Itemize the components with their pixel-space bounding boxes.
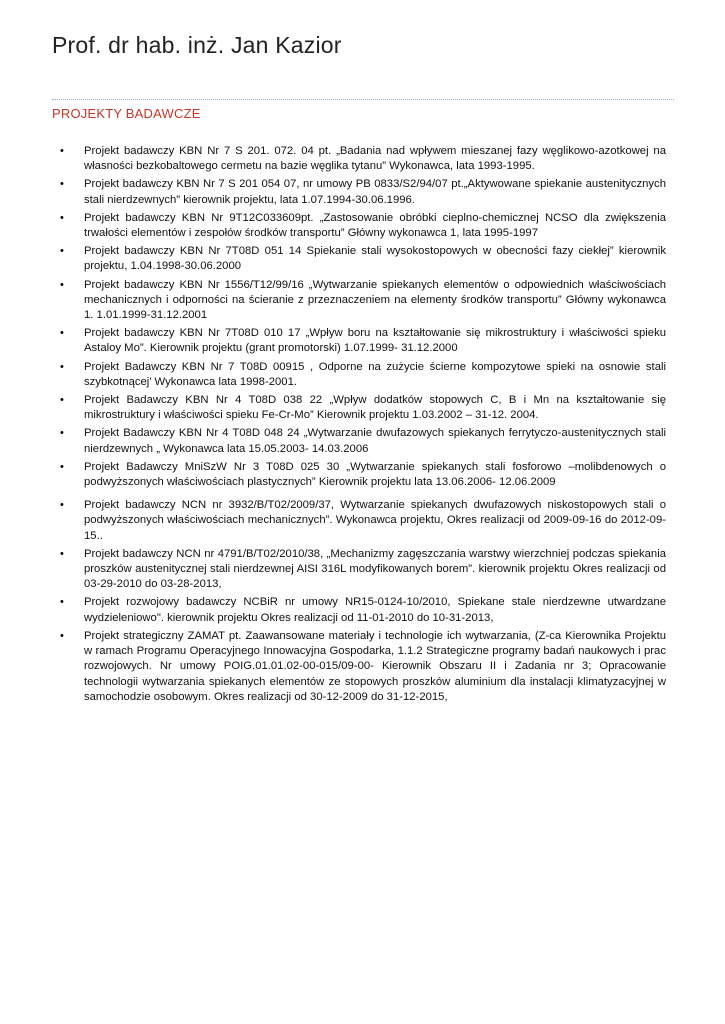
bullet-icon: • bbox=[60, 327, 64, 340]
list-item bbox=[60, 547, 666, 593]
project-text: Projekt strategiczny ZAMAT pt. Zaawansowane materiały i technologie ich wytwarzania, (Z-ca Kierownika Projektu w ramach Programu Operacyjnego Innowacyjna Gospodarka, 1.1.2 Strategiczne programy badań naukowych i prac rozwojowych. Nr umowy POIG.01.01.02-00-015/09-00- Kierownik Obszaru II i Zadania nr 3; Opracowanie technologii wytwarzania spiekanych elementów ze stopowych proszków aluminium dla instalacji klimatyzacyjnej w samochodzie osobowym. Okres realizacji od 30-12-2009 do 31-12-2015, bbox=[84, 629, 666, 703]
bullet-icon: • bbox=[60, 245, 64, 258]
list-item bbox=[60, 629, 666, 705]
list-item bbox=[60, 244, 666, 274]
bullet-icon: • bbox=[60, 278, 64, 291]
project-text: Projekt badawczy NCN nr 3932/B/T02/2009/37, Wytwarzanie spiekanych dwufazowych niskostopowych stali o podwyższonych właściwościach mechanicznych”. Wykonawca projektu, Okres realizacji od 2009-09-16 do 2012-09-15.. bbox=[84, 499, 666, 542]
bullet-icon: • bbox=[60, 145, 64, 157]
project-text: Projekt badawczy KBN Nr 1556/T12/99/16 „Wytwarzanie spiekanych elementów o odpowiednich właściwościach mechanicznych i odporności na ścieranie z przeznaczeniem na elementy środków transportu” Główny wykonawca 1. 1.01.1999-31.12.2001 bbox=[84, 278, 666, 322]
project-text: Projekt badawczy KBN Nr 9T12C033609pt. „Zastosowanie obróbki cieplno-chemicznej NCSO dla zwiększenia trwałości elementów i zespołów środków transportu” Główny wykonawca 1, lata 1995-1997 bbox=[84, 211, 666, 240]
project-text: Projekt badawczy KBN Nr 7T08D 051 14 Spiekanie stali wysokostopowych w obecności fazy ciekłej” kierownik projektu, 1.04.1998-30.06.2000 bbox=[84, 245, 666, 273]
project-text: Projekt rozwojowy badawczy NCBiR nr umowy NR15-0124-10/2010, Spiekane stale nierdzewne utwardzane wydzieleniowo". kierownik projektu Okres realizacji od 11-01-2010 do 10-31-2013, bbox=[84, 596, 666, 624]
list-item bbox=[60, 426, 666, 456]
bullet-icon: • bbox=[60, 427, 64, 440]
bullet-icon: • bbox=[60, 211, 64, 224]
list-item bbox=[60, 211, 666, 241]
bullet-icon: • bbox=[60, 460, 64, 473]
page-title: Prof. dr hab. inż. Jan Kazior bbox=[52, 32, 342, 58]
project-text: Projekt badawczy KBN Nr 7 S 201. 072. 04 pt. „Badania nad wpływem mieszanej fazy węglikowo-azotkowej na własności bezkobaltowego cermetu na bazie węglika tytanu” Wykonawca, lata 1993-1995. bbox=[84, 145, 666, 173]
list-item bbox=[60, 595, 666, 625]
project-text: Projekt Badawczy MniSzW Nr 3 T08D 025 30 „Wytwarzanie spiekanych stali fosforowo –molibdenowych o podwyższonych właściwościach plastycznych” Kierownik projektu lata 13.06.2006- 12.06.2009 bbox=[84, 460, 666, 489]
list-item bbox=[60, 360, 666, 390]
list-item bbox=[60, 393, 666, 423]
project-text: Projekt badawczy KBN Nr 7T08D 010 17 „Wpływ boru na kształtowanie się mikrostruktury i właściwości spieku Astaloy Mo”. Kierownik projektu (grant promotorski) 1.07.1999- 31.12.2000 bbox=[84, 327, 666, 355]
project-list bbox=[60, 144, 666, 708]
bullet-icon: • bbox=[60, 178, 64, 191]
list-item bbox=[60, 177, 666, 207]
bullet-icon: • bbox=[60, 499, 64, 512]
project-text: Projekt badawczy NCN nr 4791/B/T02/2010/38, „Mechanizmy zagęszczania warstwy wierzchniej podczas spiekania proszków austenitycznej stali nierdzewnej AISI 316L modyfikowanych borem”. kierownik projektu Okres realizacji od 03-29-2010 do 03-28-2013, bbox=[84, 547, 666, 591]
section-heading: PROJEKTY BADAWCZE bbox=[52, 106, 201, 121]
bullet-icon: • bbox=[60, 596, 64, 609]
project-text: Projekt Badawczy KBN Nr 7 T08D 00915 , Odporne na zużycie ścierne kompozytowe spieki na osnowie stali szybkotnącej’ Wykonawca lata 1998-2001. bbox=[84, 360, 666, 388]
project-text: Projekt Badawczy KBN Nr 4 T08D 038 22 „Wpływ dodatków stopowych C, B i Mn na kształtowanie się mikrostruktury i właściwości spieku Fe-Cr-Mo” Kierownik projektu 1.03.2002 – 31-12. 2004. bbox=[84, 394, 666, 422]
bullet-icon: • bbox=[60, 547, 64, 560]
list-item bbox=[60, 326, 666, 356]
project-text: Projekt Badawczy KBN Nr 4 T08D 048 24 „Wytwarzanie dwufazowych spiekanych ferrytyczo-austenitycznych stali nierdzewnych „ Wykonawca lata 15.05.2003- 14.03.2006 bbox=[84, 427, 666, 455]
bullet-icon: • bbox=[60, 629, 64, 642]
list-item bbox=[60, 278, 666, 324]
list-item bbox=[60, 460, 666, 490]
bullet-icon: • bbox=[60, 360, 64, 373]
list-item bbox=[60, 144, 666, 174]
list-item bbox=[60, 498, 666, 544]
heading-divider bbox=[52, 99, 674, 100]
project-text: Projekt badawczy KBN Nr 7 S 201 054 07, nr umowy PB 0833/S2/94/07 pt.„Aktywowane spiekanie austenitycznych stali nierdzewnych” kierownik projektu, lata 1.07.1994-30.06.1996. bbox=[84, 178, 666, 206]
bullet-icon: • bbox=[60, 394, 64, 407]
